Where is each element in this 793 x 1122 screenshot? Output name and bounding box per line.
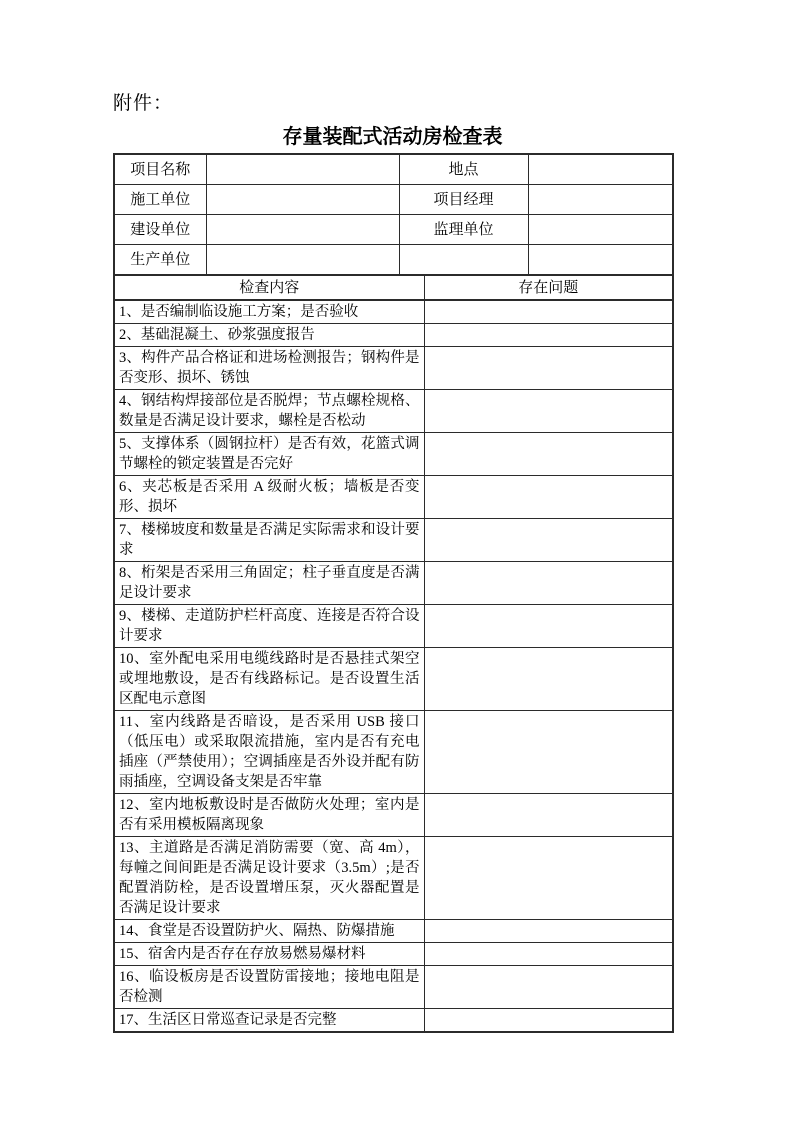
- checklist-row-1: [114, 300, 673, 324]
- checklist-row-16: [114, 966, 673, 1009]
- info-row-construction-unit: [114, 185, 673, 215]
- blank-value-cell: [528, 245, 673, 276]
- inspection-form-table: [113, 153, 674, 1033]
- checklist-content: 3、构件产品合格证和进场检测报告；钢构件是否变形、损坏、锈蚀: [114, 347, 424, 390]
- checklist-row-5: [114, 433, 673, 476]
- checklist-row-7: [114, 519, 673, 562]
- checklist-row-6: [114, 476, 673, 519]
- checklist-problem: [424, 605, 673, 648]
- checklist-row-15: [114, 943, 673, 966]
- info-row-production-unit: [114, 245, 673, 276]
- checklist-row-13: [114, 837, 673, 920]
- location-value: [528, 154, 673, 185]
- checklist-row-4: [114, 390, 673, 433]
- checklist-problem: [424, 920, 673, 943]
- production-unit-label: 生产单位: [114, 245, 206, 276]
- checklist-problem: [424, 324, 673, 347]
- checklist-row-9: [114, 605, 673, 648]
- project-manager-label: 项目经理: [399, 185, 528, 215]
- info-row-project-name: [114, 154, 673, 185]
- project-name-label: 项目名称: [114, 154, 206, 185]
- checklist-header-row: [114, 275, 673, 300]
- owner-unit-value: [206, 215, 399, 245]
- project-name-value: [206, 154, 399, 185]
- construction-unit-label: 施工单位: [114, 185, 206, 215]
- checklist-content: 4、钢结构焊接部位是否脱焊；节点螺栓规格、数量是否满足设计要求，螺栓是否松动: [114, 390, 424, 433]
- checklist-problem: [424, 1009, 673, 1033]
- project-manager-value: [528, 185, 673, 215]
- content-column-header: 检查内容: [114, 275, 424, 300]
- checklist-content: 16、临设板房是否设置防雷接地；接地电阻是否检测: [114, 966, 424, 1009]
- checklist-content: 14、食堂是否设置防护火、隔热、防爆措施: [114, 920, 424, 943]
- checklist-problem: [424, 519, 673, 562]
- checklist-content: 1、是否编制临设施工方案；是否验收: [114, 300, 424, 324]
- checklist-problem: [424, 794, 673, 837]
- checklist-problem: [424, 711, 673, 794]
- checklist-content: 9、楼梯、走道防护栏杆高度、连接是否符合设计要求: [114, 605, 424, 648]
- construction-unit-value: [206, 185, 399, 215]
- production-unit-value: [206, 245, 399, 276]
- checklist-content: 11、室内线路是否暗设，是否采用 USB 接口（低压电）或采取限流措施，室内是否有充电插座（严禁使用）；空调插座是否外设并配有防雨插座，空调设备支架是否牢靠: [114, 711, 424, 794]
- checklist-problem: [424, 390, 673, 433]
- checklist-content: 10、室外配电采用电缆线路时是否悬挂式架空或埋地敷设，是否有线路标记。是否设置生活区配电示意图: [114, 648, 424, 711]
- attachment-label: 附件：: [113, 93, 174, 114]
- checklist-problem: [424, 433, 673, 476]
- blank-label-cell: [399, 245, 528, 276]
- checklist-problem: [424, 300, 673, 324]
- checklist-content: 8、桁架是否采用三角固定；柱子垂直度是否满足设计要求: [114, 562, 424, 605]
- checklist-problem: [424, 648, 673, 711]
- problem-column-header: 存在问题: [424, 275, 673, 300]
- checklist-row-2: [114, 324, 673, 347]
- checklist-problem: [424, 562, 673, 605]
- checklist-row-12: [114, 794, 673, 837]
- checklist-problem: [424, 347, 673, 390]
- checklist-row-3: [114, 347, 673, 390]
- checklist-content: 15、宿舍内是否存在存放易燃易爆材料: [114, 943, 424, 966]
- location-label: 地点: [399, 154, 528, 185]
- page-title: 存量装配式活动房检查表: [282, 126, 503, 148]
- checklist-content: 17、生活区日常巡查记录是否完整: [114, 1009, 424, 1033]
- info-row-owner-unit: [114, 215, 673, 245]
- supervision-unit-value: [528, 215, 673, 245]
- checklist-row-17: [114, 1009, 673, 1033]
- checklist-content: 7、楼梯坡度和数量是否满足实际需求和设计要求: [114, 519, 424, 562]
- checklist-content: 5、支撑体系（圆钢拉杆）是否有效，花篮式调节螺栓的锁定装置是否完好: [114, 433, 424, 476]
- checklist-problem: [424, 943, 673, 966]
- owner-unit-label: 建设单位: [114, 215, 206, 245]
- supervision-unit-label: 监理单位: [399, 215, 528, 245]
- checklist-problem: [424, 966, 673, 1009]
- checklist-row-11: [114, 711, 673, 794]
- checklist-content: 13、主道路是否满足消防需要（宽、高 4m），每幢之间间距是否满足设计要求（3.5m）;是否配置消防栓，是否设置增压泵，灭火器配置是否满足设计要求: [114, 837, 424, 920]
- checklist-problem: [424, 837, 673, 920]
- checklist-content: 12、室内地板敷设时是否做防火处理；室内是否有采用模板隔离现象: [114, 794, 424, 837]
- checklist-content: 6、夹芯板是否采用 A 级耐火板；墙板是否变形、损坏: [114, 476, 424, 519]
- checklist-row-14: [114, 920, 673, 943]
- checklist-problem: [424, 476, 673, 519]
- checklist-row-10: [114, 648, 673, 711]
- checklist-row-8: [114, 562, 673, 605]
- checklist-content: 2、基础混凝土、砂浆强度报告: [114, 324, 424, 347]
